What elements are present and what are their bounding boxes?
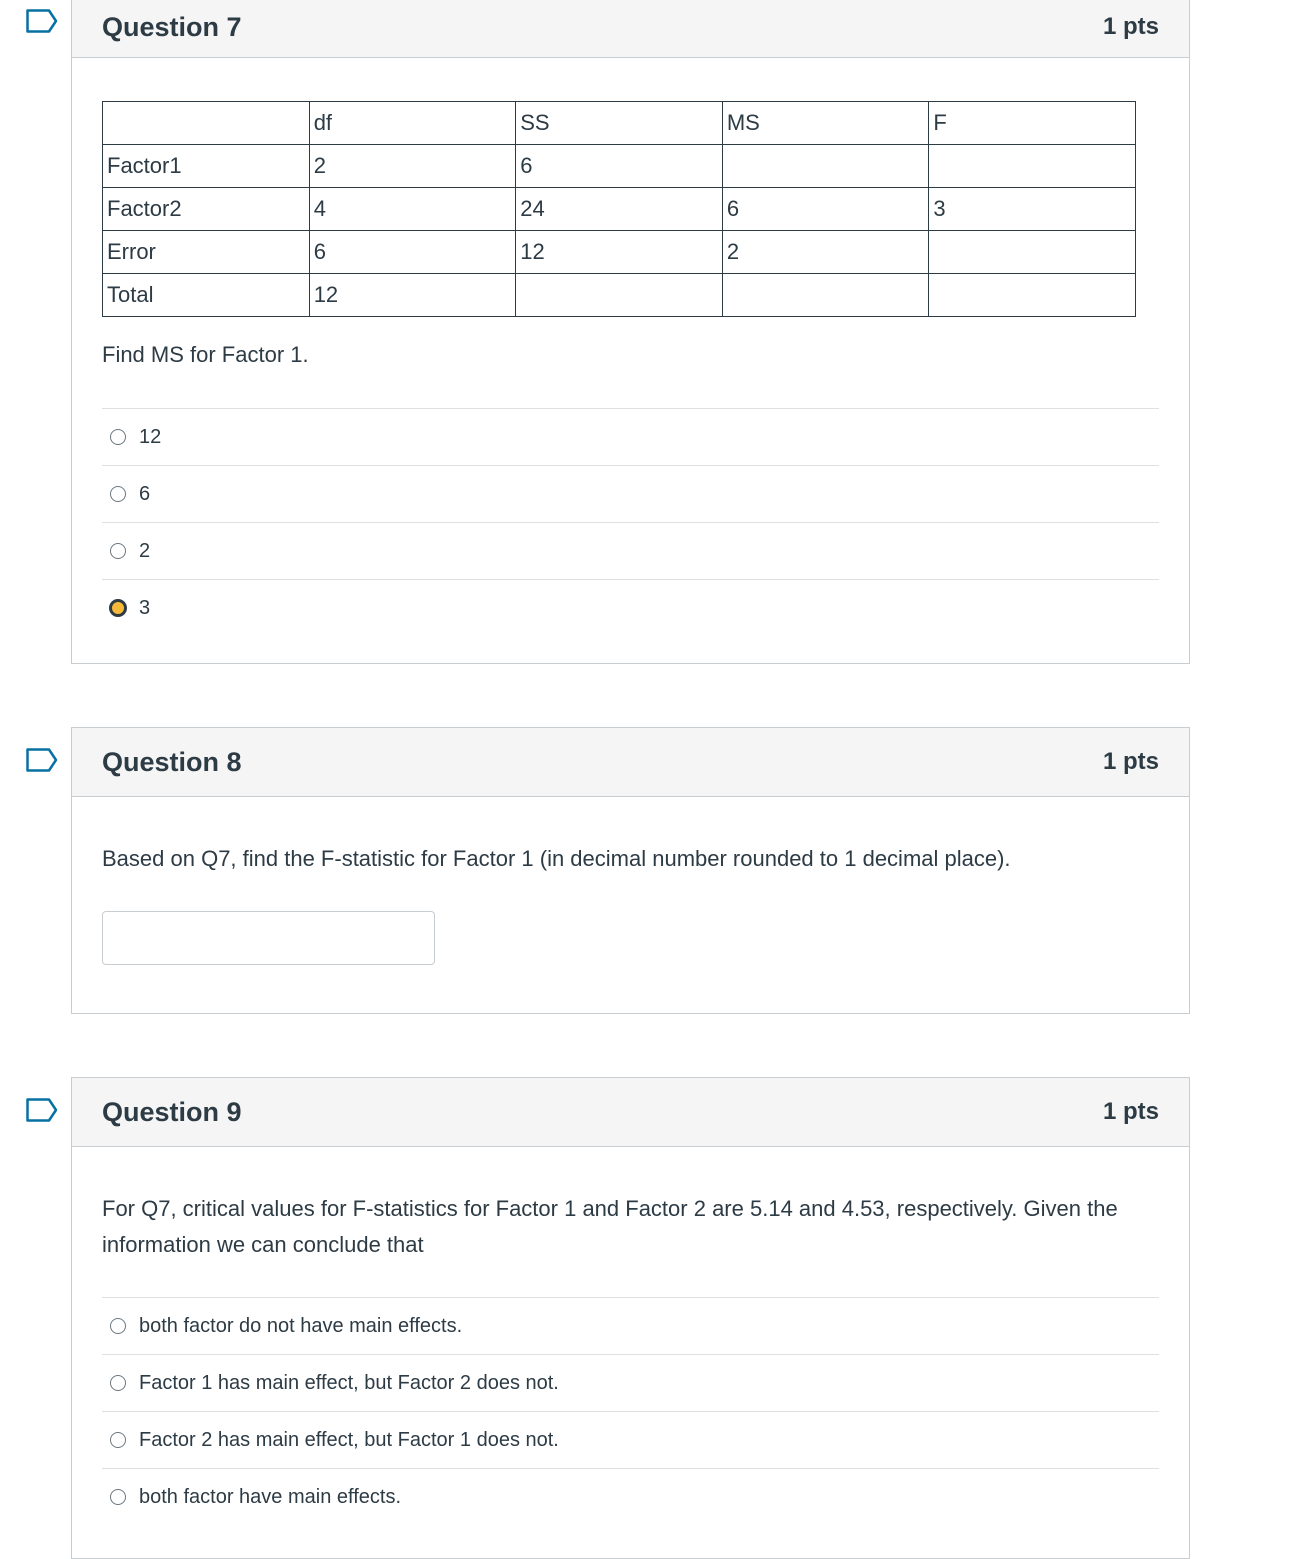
flag-question-7-icon[interactable]	[26, 9, 58, 33]
answer-label: Factor 2 has main effect, but Factor 1 does not.	[139, 1428, 559, 1451]
table-row	[103, 231, 1136, 274]
question-prompt: Find MS for Factor 1.	[102, 342, 309, 367]
table-cell	[929, 145, 1136, 188]
answer-input[interactable]	[102, 911, 435, 965]
table-header-cell: F	[929, 102, 1136, 145]
radio-button[interactable]	[110, 1489, 126, 1505]
table-header-row	[103, 102, 1136, 145]
table-cell: 24	[516, 188, 723, 231]
table-header-cell: SS	[516, 102, 723, 145]
table-cell: Factor2	[103, 188, 310, 231]
table-cell: 12	[309, 274, 516, 317]
question-points: 1 pts	[1102, 13, 1159, 40]
question-title: Question 9	[102, 1096, 242, 1127]
table-cell: 3	[929, 188, 1136, 231]
answer-label: 6	[139, 482, 151, 505]
question-prompt: Based on Q7, find the F-statistic for Factor 1 (in decimal number rounded to 1 decimal place).	[102, 846, 1011, 871]
table-cell: Factor1	[103, 145, 310, 188]
answer-label: 12	[139, 425, 162, 448]
table-cell	[516, 274, 723, 317]
radio-button[interactable]	[110, 1375, 126, 1391]
question-points: 1 pts	[1102, 748, 1159, 775]
table-row	[103, 188, 1136, 231]
table-cell: 2	[309, 145, 516, 188]
answer-option[interactable]	[102, 1412, 1159, 1469]
anova-table	[102, 101, 1136, 317]
table-row	[103, 145, 1136, 188]
question-8	[71, 727, 1190, 1014]
question-9-header	[72, 1078, 1189, 1147]
table-cell: 12	[516, 231, 723, 274]
answer-label: both factor do not have main effects.	[139, 1314, 463, 1337]
radio-button[interactable]	[110, 486, 126, 502]
table-cell: 6	[309, 231, 516, 274]
answer-option[interactable]	[102, 1355, 1159, 1412]
radio-button[interactable]	[110, 1318, 126, 1334]
radio-button-selected[interactable]	[109, 599, 127, 617]
answer-label: 2	[139, 539, 151, 562]
table-cell: 6	[516, 145, 723, 188]
table-cell	[722, 145, 929, 188]
question-7-header	[72, 0, 1189, 58]
table-cell: Total	[103, 274, 310, 317]
table-cell: 6	[722, 188, 929, 231]
table-cell	[929, 274, 1136, 317]
question-title: Question 8	[102, 746, 242, 777]
answer-label: 3	[139, 596, 151, 619]
radio-button[interactable]	[110, 429, 126, 445]
answer-label: Factor 1 has main effect, but Factor 2 does not.	[139, 1371, 559, 1394]
answer-option[interactable]	[102, 1469, 1159, 1525]
answer-option[interactable]	[102, 523, 1159, 580]
answer-option-selected[interactable]	[102, 580, 1159, 636]
table-row	[103, 274, 1136, 317]
table-cell	[722, 274, 929, 317]
answer-option[interactable]	[102, 1298, 1159, 1355]
answer-option[interactable]	[102, 409, 1159, 466]
question-title: Question 7	[102, 11, 242, 42]
table-cell: 2	[722, 231, 929, 274]
question-prompt: For Q7, critical values for F-statistics for Factor 1 and Factor 2 are 5.14 and 4.53, respectively. Given the information we can conclude that	[102, 1196, 1118, 1257]
question-points: 1 pts	[1102, 1098, 1159, 1125]
table-cell	[929, 231, 1136, 274]
question-7	[71, 0, 1190, 664]
radio-button[interactable]	[110, 1432, 126, 1448]
table-header-cell: MS	[722, 102, 929, 145]
question-9	[71, 1077, 1190, 1559]
table-cell: 4	[309, 188, 516, 231]
flag-question-9-icon[interactable]	[26, 1098, 58, 1122]
answer-list	[102, 408, 1159, 636]
answer-label: both factor have main effects.	[139, 1485, 402, 1508]
answer-option[interactable]	[102, 466, 1159, 523]
table-cell: Error	[103, 231, 310, 274]
table-header-cell	[103, 102, 310, 145]
flag-question-8-icon[interactable]	[26, 748, 58, 772]
answer-list	[102, 1297, 1159, 1525]
question-8-header	[72, 728, 1189, 797]
radio-button[interactable]	[110, 543, 126, 559]
table-header-cell: df	[309, 102, 516, 145]
